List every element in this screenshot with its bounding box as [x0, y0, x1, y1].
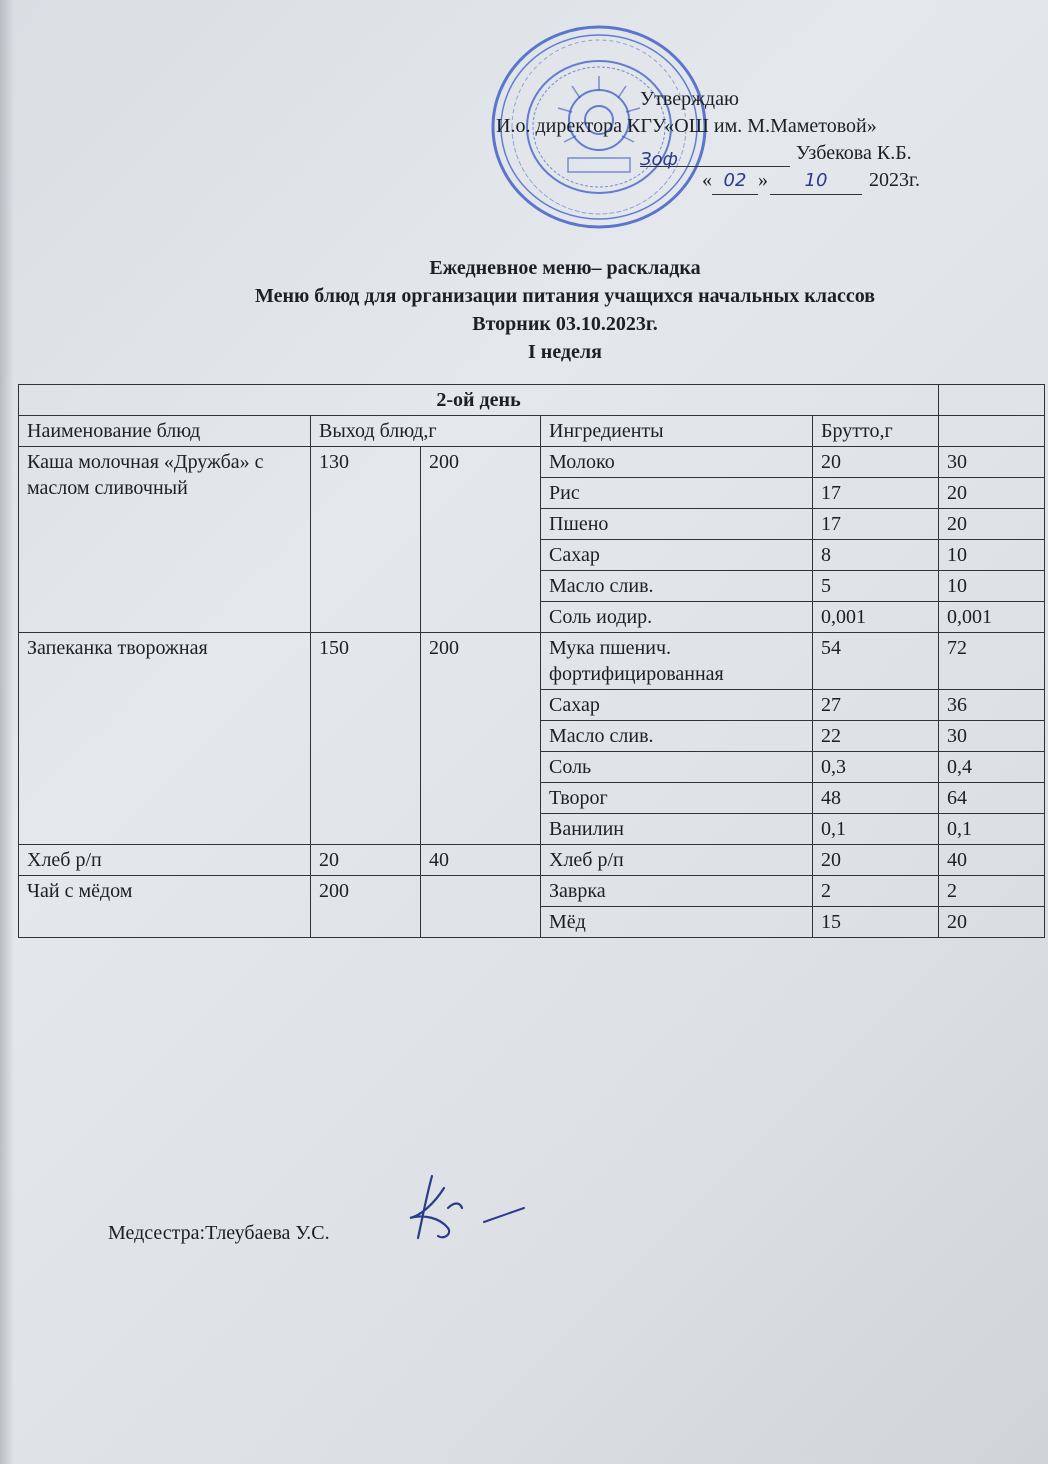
ingredient-brutto-1: 2 — [813, 876, 939, 907]
ingredient-brutto-1: 5 — [813, 571, 939, 602]
director-signature: Зоф — [640, 146, 790, 167]
dish-output-2: 40 — [421, 845, 541, 876]
dish-name: Запеканка творожная — [19, 633, 311, 845]
ingredient-name: Хлеб р/п — [541, 845, 813, 876]
document-heading — [60, 254, 1048, 366]
dish-name: Каша молочная «Дружба» с маслом сливочный — [19, 447, 311, 633]
ingredient-brutto-2: 0,4 — [939, 752, 1045, 783]
heading-line-2: Меню блюд для организации питания учащихся начальных классов — [255, 285, 875, 307]
ingredient-name: Мука пшенич. фортифицированная — [541, 633, 813, 690]
ingredient-name: Масло слив. — [541, 571, 813, 602]
header-brutto: Брутто,г — [813, 416, 939, 447]
heading-line-3: Вторник 03.10.2023г. — [472, 313, 658, 335]
ingredient-brutto-1: 22 — [813, 721, 939, 752]
dish-output-2: 200 — [421, 633, 541, 845]
ingredient-brutto-2: 0,1 — [939, 814, 1045, 845]
date-day: 02 — [712, 167, 758, 195]
ingredient-brutto-2: 30 — [939, 447, 1045, 478]
table-header-row — [19, 416, 1045, 447]
ingredient-name: Сахар — [541, 540, 813, 571]
ingredient-brutto-2: 2 — [939, 876, 1045, 907]
ingredient-brutto-1: 0,1 — [813, 814, 939, 845]
page-edge-shadow — [0, 0, 14, 1464]
dish-output-2 — [421, 876, 541, 938]
ingredient-brutto-1: 17 — [813, 509, 939, 540]
director-name: Узбекова К.Б. — [796, 142, 912, 164]
ingredient-brutto-1: 48 — [813, 783, 939, 814]
header-output: Выход блюд,г — [311, 416, 541, 447]
approval-position: И.о. директора КГУ«ОШ им. М.Маметовой» — [496, 115, 877, 137]
nurse-signature — [404, 1168, 534, 1248]
ingredient-brutto-1: 54 — [813, 633, 939, 690]
ingredient-brutto-1: 15 — [813, 907, 939, 938]
ingredient-name: Масло слив. — [541, 721, 813, 752]
ingredient-name: Сахар — [541, 690, 813, 721]
ingredient-brutto-1: 20 — [813, 447, 939, 478]
ingredient-brutto-2: 10 — [939, 540, 1045, 571]
approval-signature-line — [640, 140, 912, 170]
ingredient-brutto-1: 17 — [813, 478, 939, 509]
ingredient-brutto-2: 36 — [939, 690, 1045, 721]
heading-line-1: Ежедневное меню– раскладка — [429, 257, 701, 279]
heading-line-4: I неделя — [528, 341, 602, 363]
ingredient-brutto-1: 0,001 — [813, 602, 939, 633]
table-row — [19, 876, 1045, 907]
header-ingredients: Ингредиенты — [541, 416, 813, 447]
dish-output-1: 130 — [311, 447, 421, 633]
dish-name: Чай с мёдом — [19, 876, 311, 938]
ingredient-name: Пшено — [541, 509, 813, 540]
ingredient-name: Заврка — [541, 876, 813, 907]
dish-output-1: 200 — [311, 876, 421, 938]
ingredient-brutto-1: 20 — [813, 845, 939, 876]
ingredient-brutto-2: 72 — [939, 633, 1045, 690]
ingredient-name: Творог — [541, 783, 813, 814]
ingredient-brutto-2: 20 — [939, 907, 1045, 938]
date-month: 10 — [770, 167, 862, 195]
date-year: 2023г. — [869, 169, 920, 191]
dish-output-1: 150 — [311, 633, 421, 845]
table-row — [19, 633, 1045, 690]
dish-name: Хлеб р/п — [19, 845, 311, 876]
dish-output-2: 200 — [421, 447, 541, 633]
ingredient-name: Ванилин — [541, 814, 813, 845]
ingredient-brutto-2: 40 — [939, 845, 1045, 876]
table-row — [19, 447, 1045, 478]
table-title-row — [19, 385, 1045, 416]
day-title: 2-ой день — [19, 385, 939, 416]
ingredient-brutto-2: 30 — [939, 721, 1045, 752]
ingredient-brutto-1: 27 — [813, 690, 939, 721]
ingredient-brutto-1: 0,3 — [813, 752, 939, 783]
dish-output-1: 20 — [311, 845, 421, 876]
ingredient-brutto-2: 10 — [939, 571, 1045, 602]
nurse-signature-label: Медсестра:Тлеубаева У.С. — [108, 1222, 330, 1244]
menu-table — [18, 384, 1045, 938]
ingredient-name: Соль — [541, 752, 813, 783]
ingredient-name: Молоко — [541, 447, 813, 478]
table-row — [19, 845, 1045, 876]
ingredient-brutto-2: 0,001 — [939, 602, 1045, 633]
approval-title: Утверждаю — [640, 88, 739, 110]
ingredient-brutto-1: 8 — [813, 540, 939, 571]
header-dish: Наименование блюд — [19, 416, 311, 447]
ingredient-name: Соль иодир. — [541, 602, 813, 633]
ingredient-name: Рис — [541, 478, 813, 509]
ingredient-brutto-2: 64 — [939, 783, 1045, 814]
ingredient-brutto-2: 20 — [939, 509, 1045, 540]
ingredient-name: Мёд — [541, 907, 813, 938]
ingredient-brutto-2: 20 — [939, 478, 1045, 509]
approval-date: « 02 » 10 2023г. — [702, 167, 920, 195]
